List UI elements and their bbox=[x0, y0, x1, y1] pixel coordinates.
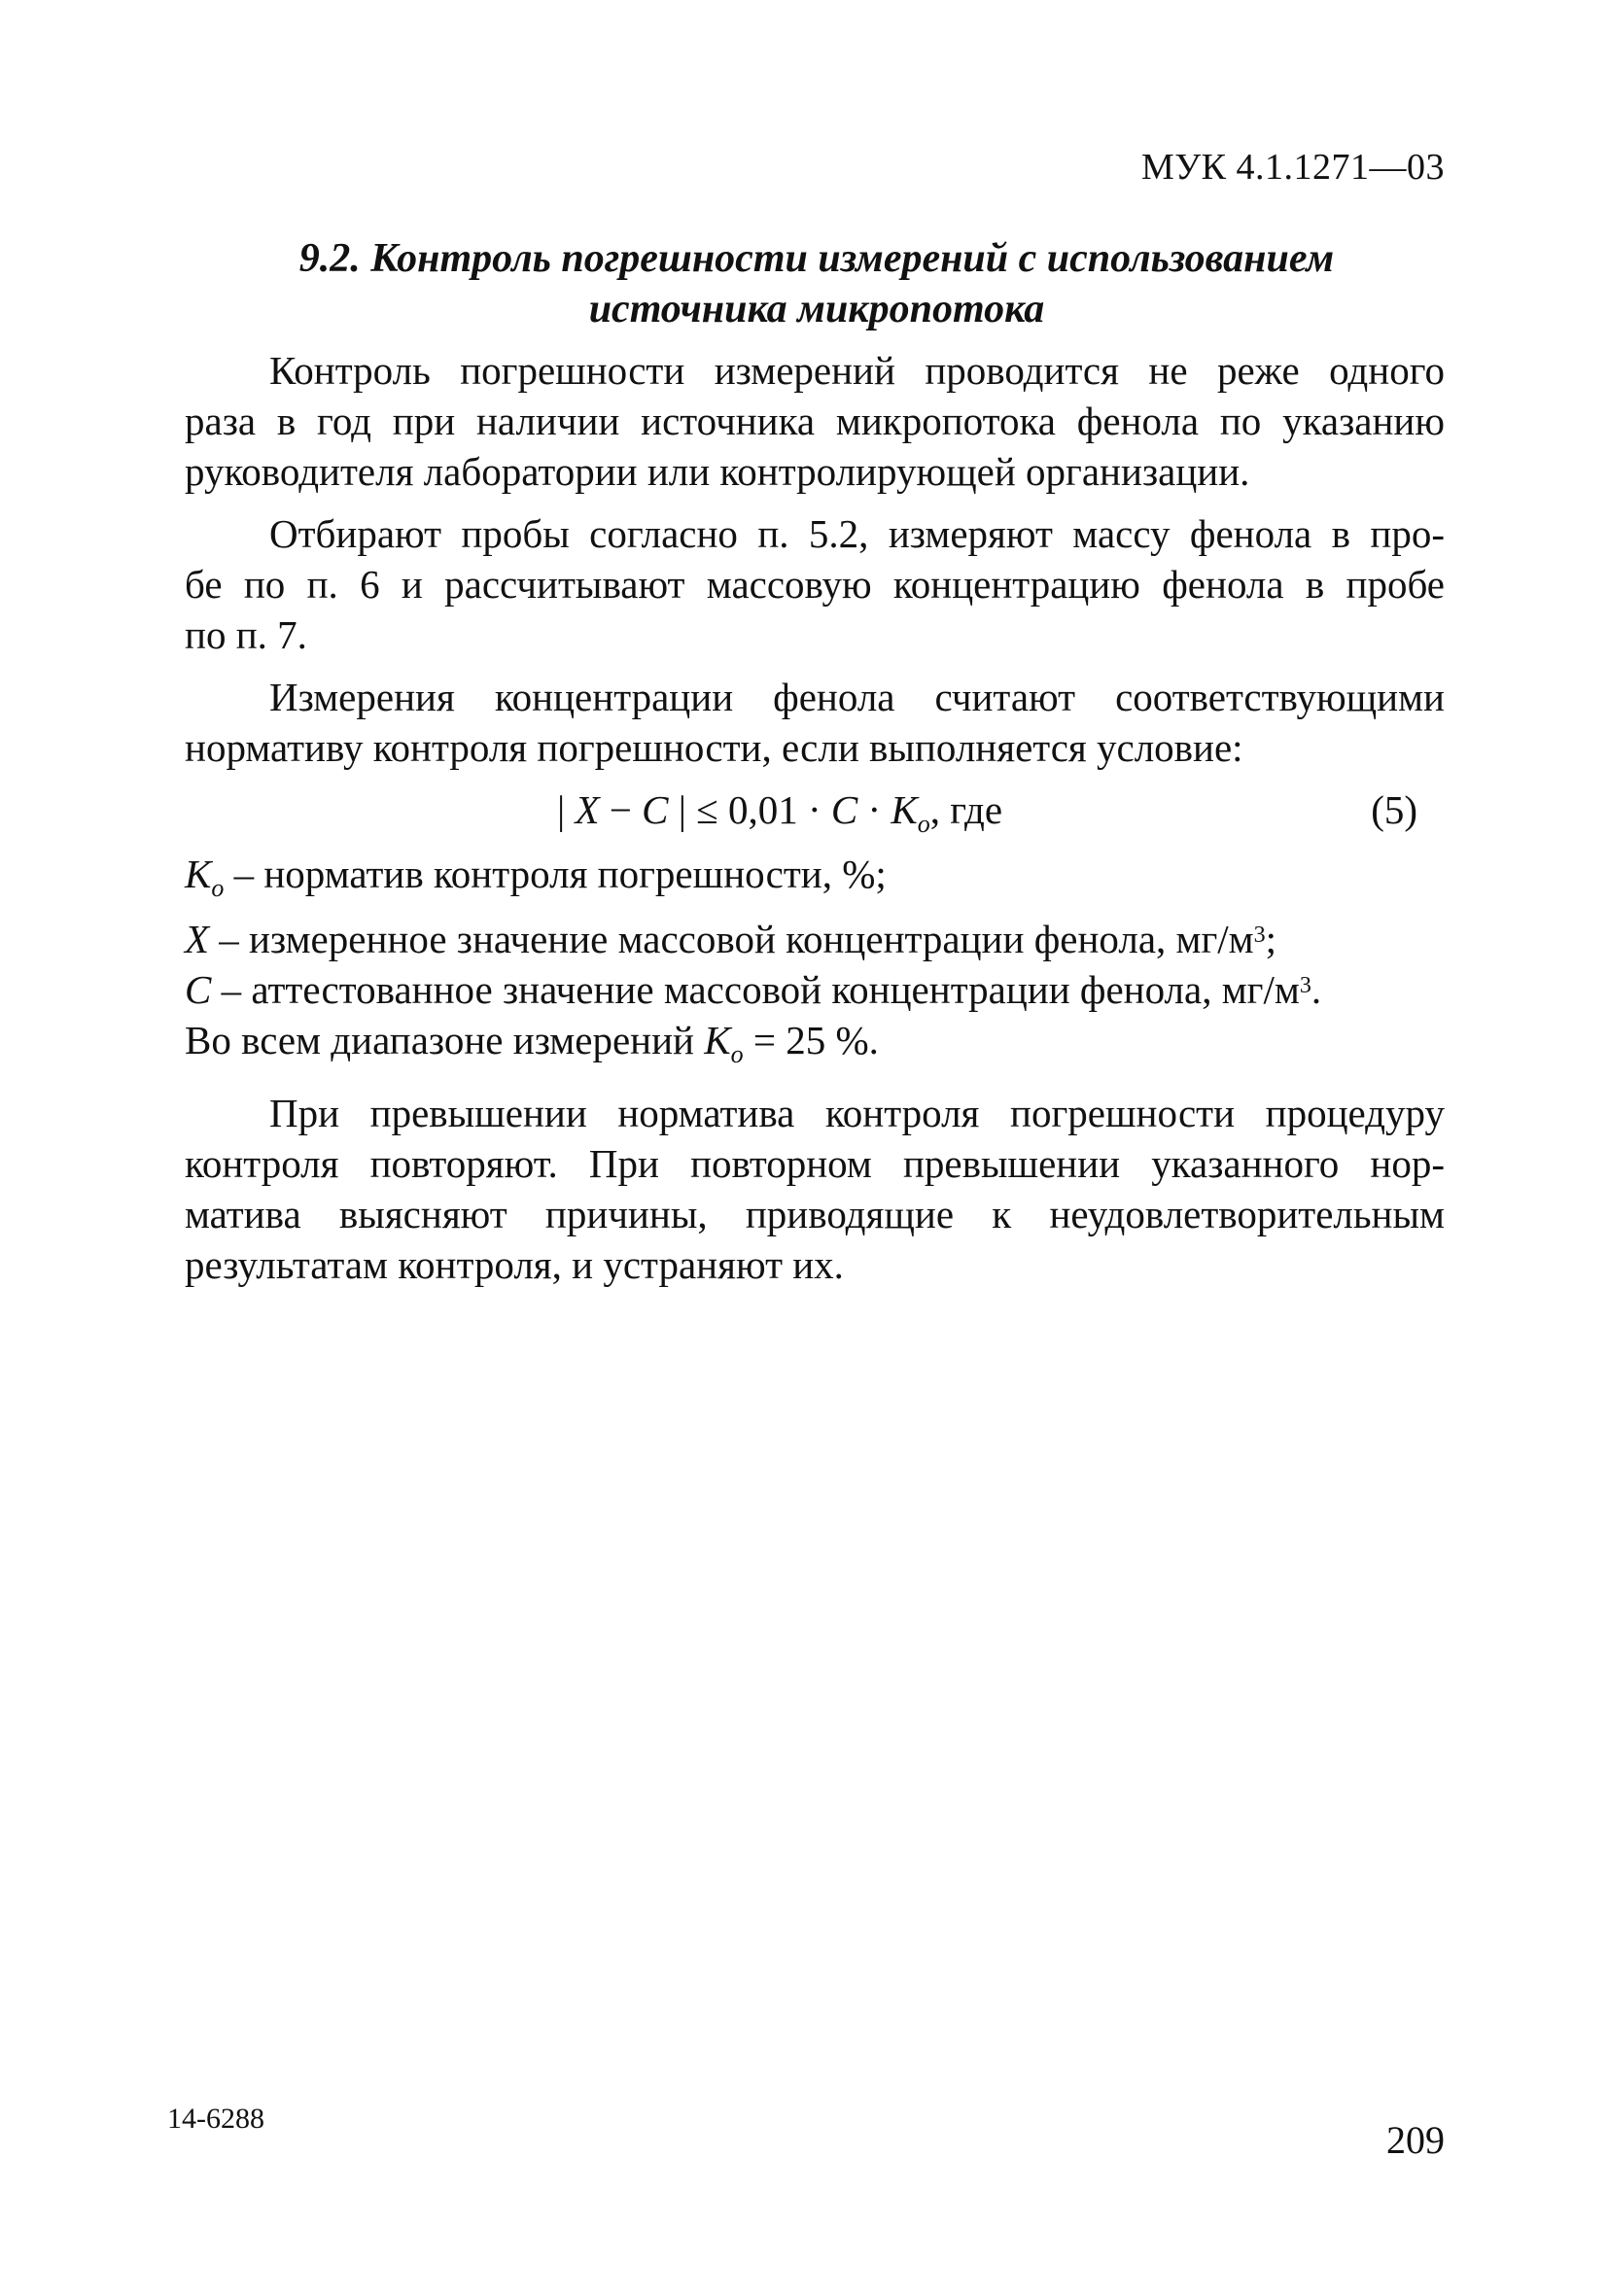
paragraph-exceedance bbox=[185, 1088, 1445, 1290]
range-value: = 25 %. bbox=[743, 1018, 879, 1063]
symbol-c: C bbox=[185, 967, 212, 1013]
text-line: Контроль погрешности измерений проводится не реже одного bbox=[269, 348, 1445, 393]
formula-k-sub: o bbox=[917, 810, 930, 839]
definition-c bbox=[100, 964, 1445, 1015]
text-line: Измерения концентрации фенола считают соответствующими bbox=[269, 675, 1445, 719]
formula-number: (5) bbox=[1371, 787, 1417, 832]
text-line: руководителя лаборатории или контролирующей организации. bbox=[185, 449, 1250, 494]
range-statement bbox=[100, 1015, 1445, 1080]
definition-x-end: ; bbox=[1265, 917, 1277, 962]
definition-c-end: . bbox=[1311, 967, 1322, 1013]
superscript-3: 3 bbox=[1253, 922, 1266, 949]
section-title bbox=[185, 233, 1449, 334]
paragraph-condition bbox=[185, 672, 1445, 773]
symbol-k: K bbox=[185, 852, 212, 896]
symbol-x: X bbox=[185, 917, 210, 962]
definition-x bbox=[100, 914, 1445, 964]
range-text: Во всем диапазоне измерений bbox=[185, 1018, 705, 1063]
formula-c: C bbox=[642, 787, 669, 832]
formula-minus: − bbox=[599, 787, 643, 832]
print-code: 14-6288 bbox=[167, 2103, 264, 2135]
text-line: матива выясняют причины, приводящие к неудовлетворительным bbox=[185, 1192, 1445, 1237]
document-code: МУК 4.1.1271—03 bbox=[1140, 147, 1445, 188]
definition-ko bbox=[100, 849, 1445, 914]
formula-row bbox=[185, 784, 1445, 841]
section-title-line-2: источника микропотока bbox=[588, 287, 1045, 331]
section-title-line-1: 9.2. Контроль погрешности измерений с использованием bbox=[298, 236, 1335, 281]
body-text bbox=[185, 345, 1445, 1302]
text-line: по п. 7. bbox=[185, 612, 307, 657]
text-line: Отбирают пробы согласно п. 5.2, измеряют массу фенола в про- bbox=[269, 511, 1445, 556]
text-line: раза в год при наличии источника микропотока фенола по указанию bbox=[185, 399, 1445, 443]
formula-abs-close: | bbox=[668, 787, 697, 832]
paragraph-control-frequency bbox=[185, 345, 1445, 497]
text-line: контроля повторяют. При повторном превышении указанного нор- bbox=[185, 1141, 1445, 1187]
symbol-k-sub: o bbox=[730, 1040, 744, 1069]
text-line: бе по п. 6 и рассчитывают массовую концентрацию фенола в пробе bbox=[185, 562, 1445, 607]
formula bbox=[557, 784, 1002, 850]
formula-leq: ≤ 0,01 · bbox=[696, 787, 831, 832]
text-line: нормативу контроля погрешности, если выполняется условие: bbox=[185, 725, 1243, 770]
definition-ko-text: – норматив контроля погрешности, %; bbox=[224, 852, 887, 896]
text-line: результатам контроля, и устраняют их. bbox=[185, 1242, 844, 1288]
symbol-k-sub: o bbox=[211, 874, 225, 903]
formula-dot: · bbox=[857, 787, 891, 832]
definition-c-text: – аттестованное значение массовой концентрации фенола, мг/м bbox=[211, 967, 1300, 1013]
formula-c2: C bbox=[830, 787, 858, 832]
symbol-k: K bbox=[704, 1018, 731, 1063]
definition-x-text: – измеренное значение массовой концентрации фенола, мг/м bbox=[209, 917, 1254, 962]
paragraph-sampling bbox=[185, 508, 1445, 660]
formula-suffix: , где bbox=[929, 787, 1003, 832]
page-number: 209 bbox=[1386, 2118, 1445, 2162]
text-line: При превышении норматива контроля погрешности процедуру bbox=[269, 1091, 1445, 1136]
superscript-3: 3 bbox=[1299, 973, 1311, 999]
formula-abs-open: | bbox=[557, 787, 576, 832]
formula-k: K bbox=[891, 787, 918, 832]
formula-x: X bbox=[575, 787, 600, 832]
